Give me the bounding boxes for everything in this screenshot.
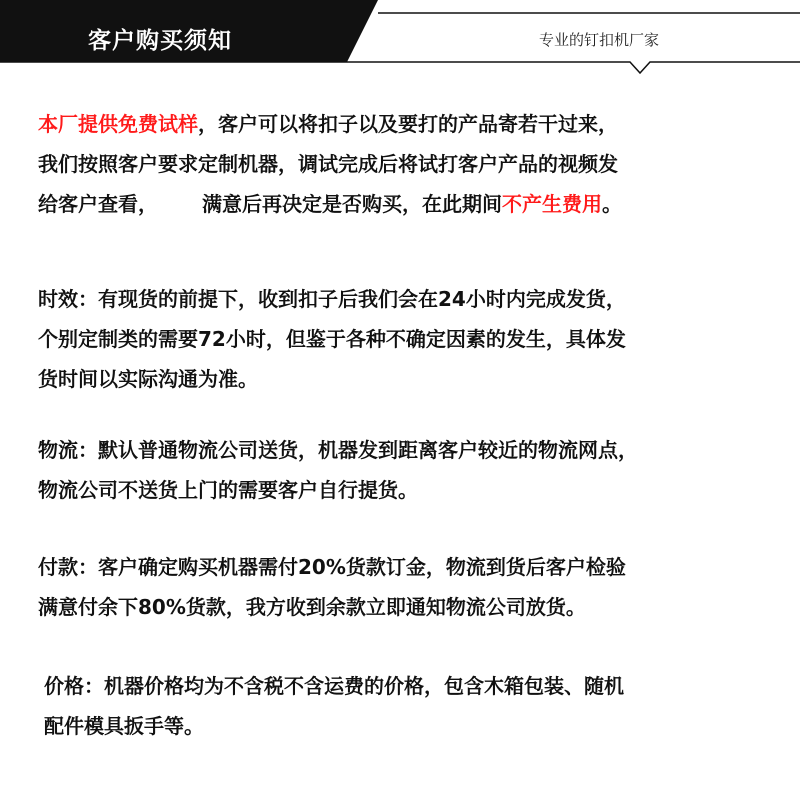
timeliness-line-1: 时效：有现货的前提下，收到扣子后我们会在24小时内完成发货， — [38, 287, 626, 311]
logistics-line-1: 物流：默认普通物流公司送货，机器发到距离客户较近的物流网点， — [38, 438, 638, 462]
payment-line-2: 满意付余下80%货款，我方收到余款立即通知物流公司放货。 — [38, 595, 586, 619]
page-title: 客户购买须知 — [88, 28, 232, 54]
intro-line-3 — [38, 184, 800, 224]
page-subtitle: 专业的钉扣机厂家 — [539, 31, 660, 49]
intro-line-1 — [38, 104, 800, 144]
intro-paragraph — [38, 104, 800, 224]
intro-line-2: 我们按照客户要求定制机器，调试完成后将试打客户产品的视频发 — [38, 152, 618, 176]
price-paragraph — [44, 666, 800, 746]
payment-line-1: 付款：客户确定购买机器需付20%货款订金，物流到货后客户检验 — [38, 555, 626, 579]
free-sample-highlight: 本厂提供免费试样 — [38, 112, 198, 136]
intro-line-3-end: 。 — [602, 192, 622, 216]
intro-line-3-start: 给客户查看， — [38, 192, 158, 216]
timeliness-line-2: 个别定制类的需要72小时，但鉴于各种不确定因素的发生，具体发 — [38, 327, 626, 351]
logistics-paragraph — [38, 430, 800, 510]
price-line-1: 价格：机器价格均为不含税不含运费的价格，包含木箱包装、随机 — [44, 674, 624, 698]
logistics-line-2: 物流公司不送货上门的需要客户自行提货。 — [38, 478, 418, 502]
intro-line-3-middle: 满意后再决定是否购买，在此期间 — [202, 192, 502, 216]
payment-paragraph — [38, 547, 800, 627]
price-line-2: 配件模具扳手等。 — [44, 714, 204, 738]
intro-line-1-text: ，客户可以将扣子以及要打的产品寄若干过来， — [198, 112, 618, 136]
no-fee-highlight: 不产生费用 — [502, 192, 602, 216]
header-banner — [0, 0, 800, 80]
timeliness-line-3: 货时间以实际沟通为准。 — [38, 367, 258, 391]
timeliness-paragraph — [38, 279, 800, 399]
